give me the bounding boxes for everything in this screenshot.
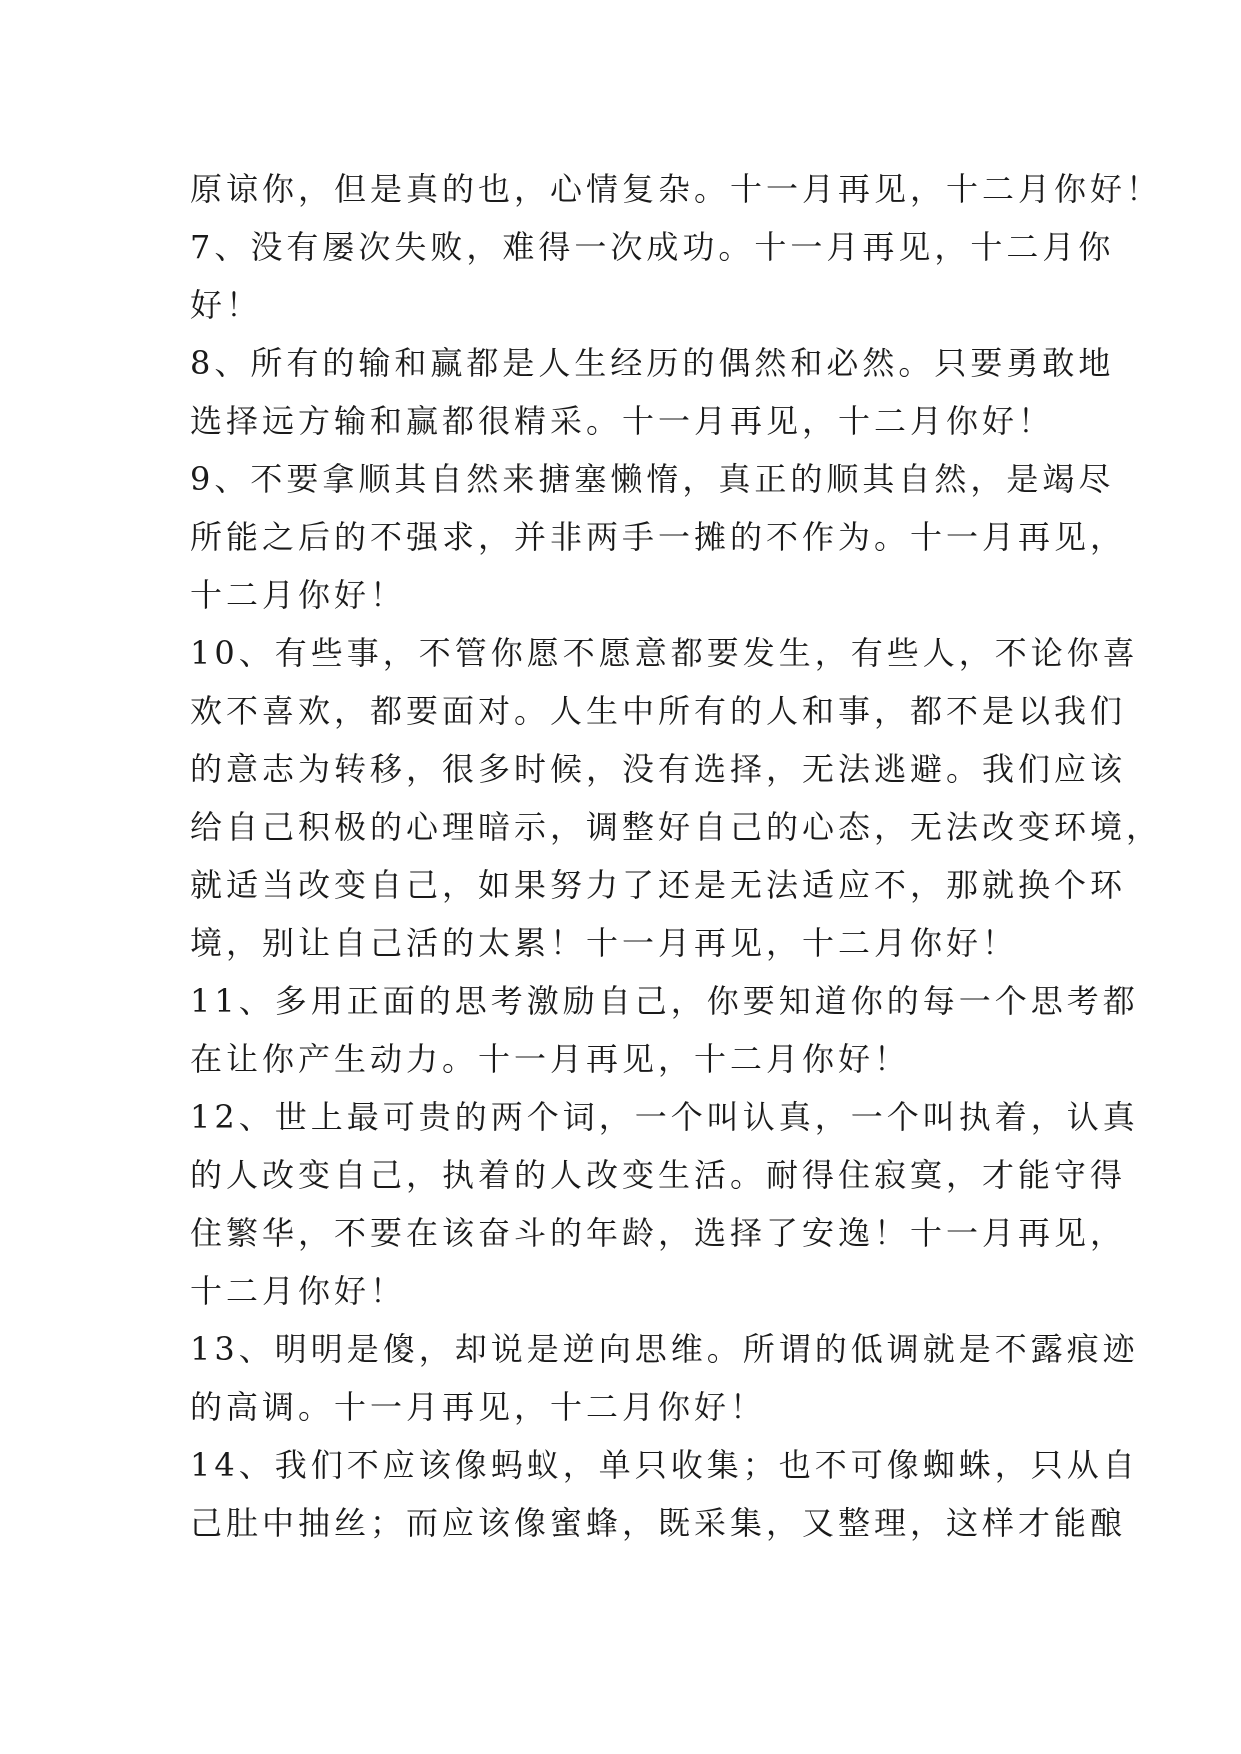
text-line: 选择远方输和赢都很精采。十一月再见，十二月你好！ (190, 402, 1055, 440)
text-line: 好！ (190, 286, 263, 324)
text-line: 所能之后的不强求，并非两手一摊的不作为。十一月再见， (190, 518, 1127, 556)
text-line: 14、我们不应该像蚂蚁，单只收集；也不可像蜘蛛，只从自 (190, 1446, 1139, 1484)
text-line: 的人改变自己，执着的人改变生活。耐得住寂寞，才能守得 (190, 1156, 1127, 1194)
text-line: 的高调。十一月再见，十二月你好！ (190, 1388, 767, 1426)
text-line: 原谅你，但是真的也，心情复杂。十一月再见，十二月你好！ (190, 170, 1163, 208)
text-line: 给自己积极的心理暗示，调整好自己的心态，无法改变环境， (190, 808, 1163, 846)
text-line: 十二月你好！ (190, 1272, 407, 1310)
text-line: 10、有些事，不管你愿不愿意都要发生，有些人，不论你喜 (190, 634, 1139, 672)
text-line: 12、世上最可贵的两个词，一个叫认真，一个叫执着，认真 (190, 1098, 1139, 1136)
text-line: 8、所有的输和赢都是人生经历的偶然和必然。只要勇敢地 (190, 344, 1115, 382)
text-line: 欢不喜欢，都要面对。人生中所有的人和事，都不是以我们 (190, 692, 1127, 730)
text-line: 住繁华，不要在该奋斗的年龄，选择了安逸！十一月再见， (190, 1214, 1127, 1252)
text-line: 11、多用正面的思考激励自己，你要知道你的每一个思考都 (190, 982, 1139, 1020)
text-line: 9、不要拿顺其自然来搪塞懒惰，真正的顺其自然，是竭尽 (190, 460, 1115, 498)
text-line: 就适当改变自己，如果努力了还是无法适应不，那就换个环 (190, 866, 1127, 904)
text-line: 7、没有屡次失败，难得一次成功。十一月再见，十二月你 (190, 228, 1115, 266)
text-line: 13、明明是傻，却说是逆向思维。所谓的低调就是不露痕迹 (190, 1330, 1139, 1368)
text-line: 的意志为转移，很多时候，没有选择，无法逃避。我们应该 (190, 750, 1127, 788)
text-line: 己肚中抽丝；而应该像蜜蜂，既采集，又整理，这样才能酿 (190, 1504, 1127, 1542)
text-line: 十二月你好！ (190, 576, 407, 614)
text-line: 境，别让自己活的太累！十一月再见，十二月你好！ (190, 924, 1019, 962)
document-body (190, 160, 1163, 1552)
text-line: 在让你产生动力。十一月再见，十二月你好！ (190, 1040, 911, 1078)
